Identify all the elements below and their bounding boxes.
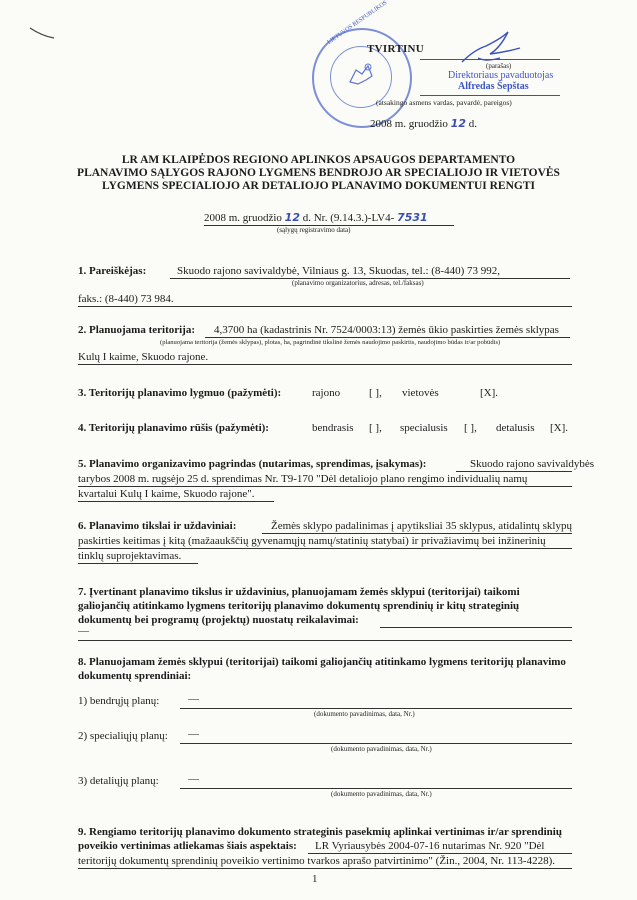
- section-5-line-1: Skuodo rajono savivaldybės: [470, 458, 595, 470]
- section-5-label: 5. Planavimo organizavimo pagrindas (nutarimas, sprendimas, įsakymas):: [78, 458, 427, 470]
- section-4-option-specialusis: specialusis: [400, 422, 448, 434]
- registration-day: 12: [284, 211, 300, 224]
- stamp-text: LIETUVOS RESPUBLIKOS: [326, 0, 389, 46]
- registration-line: [204, 211, 428, 225]
- section-2-line-1: 4,3700 ha (kadastrinis Nr. 7524/0003:13) žemės ūkio paskirties žemės sklypas: [214, 324, 559, 336]
- section-3-option-rajono: rajono: [312, 387, 341, 399]
- stamp-emblem-icon: [344, 58, 378, 92]
- section-8-item-3-caption: (dokumento pavadinimas, data, Nr.): [331, 790, 432, 798]
- section-8-line-2: dokumentų sprendiniai:: [78, 670, 192, 682]
- title-line-3: LYGMENS SPECIALIOJO AR DETALIOJO PLANAVIMO DOKUMENTUI RENGTI: [101, 180, 536, 192]
- section-8-item-1-value: —: [188, 693, 199, 705]
- section-8-item-3-value: —: [188, 773, 199, 785]
- page-number: 1: [312, 873, 318, 885]
- section-6-line-2: paskirties keitimas į kitą (mažaaukščių gyvenamųjų namų/statinių statybai) ir privažiavimų bei inžinerinių: [78, 535, 546, 547]
- section-3-checkbox-rajono[interactable]: [ ],: [369, 387, 382, 399]
- approval-date-day: 12: [450, 117, 466, 130]
- section-3-option-vietoves: vietovės: [402, 387, 439, 399]
- section-6-label: 6. Planavimo tikslai ir uždaviniai:: [78, 520, 237, 532]
- section-3-label: 3. Teritorijų planavimo lygmuo (pažymėti):: [78, 387, 282, 399]
- section-7-line-2: galiojančių atitinkamo lygmens teritorijų planavimo dokumentų sprendinių ir kitų strateginių: [78, 600, 520, 612]
- section-2-line-2: Kulų I kaime, Skuodo rajone.: [78, 351, 209, 363]
- section-8-item-2-caption: (dokumento pavadinimas, data, Nr.): [331, 745, 432, 753]
- section-9-line-2-label: poveikio vertinimas atliekamas šiais aspektais:: [78, 840, 297, 852]
- section-1-line-2: faks.: (8-440) 73 984.: [78, 293, 174, 305]
- section-1-line-1: Skuodo rajono savivaldybė, Vilniaus g. 13, Skuodas, tel.: (8-440) 73 992,: [177, 265, 500, 277]
- section-7-line-3: dokumentų bei programų (projektų) nuostatų reikalavimai:: [78, 614, 359, 626]
- registration-number: 7531: [397, 211, 428, 224]
- section-1-caption: (planavimo organizatorius, adresas, tel./faksas): [292, 279, 424, 287]
- corner-scribble: [28, 22, 58, 42]
- signature-caption: (parašas): [486, 62, 512, 70]
- approval-date-suffix: d.: [468, 118, 477, 130]
- section-8-item-2-label: 2) specialiųjų planų:: [78, 730, 168, 742]
- section-9-line-2-value: LR Vyriausybės 2004-07-16 nutarimas Nr. 920 "Dėl: [315, 840, 545, 852]
- section-4-checkbox-detalusis[interactable]: [X].: [550, 422, 569, 434]
- section-4-checkbox-specialusis[interactable]: [ ],: [464, 422, 477, 434]
- section-7-line-1: 7. Įvertinant planavimo tikslus ir uždavinius, planuojamam žemės sklypui (teritorijai) taikomi: [78, 586, 520, 598]
- section-5-line-3: kvartalui Kulų I kaime, Skuodo rajone".: [78, 488, 255, 500]
- approver-caption: (atsakingo asmens vardas, pavardė, pareigos): [376, 98, 512, 107]
- approval-tvirtinu: TVIRTINU: [367, 43, 425, 55]
- section-2-caption: (planuojama teritorija (žemės sklypas), plotas, ha, pagrindinė tikslinė žemės naudojimo paskirtis, naudojimo būdas ir/ar pobūdis): [160, 339, 501, 346]
- approval-date: [370, 117, 477, 131]
- section-3-checkbox-vietoves[interactable]: [X].: [480, 387, 499, 399]
- section-4-label: 4. Teritorijų planavimo rūšis (pažymėti):: [78, 422, 269, 434]
- section-6-line-3: tinklų suprojektavimas.: [78, 550, 182, 562]
- section-8-item-2-value: —: [188, 728, 199, 740]
- section-8-item-3-label: 3) detaliųjų planų:: [78, 775, 159, 787]
- approver-position: Direktoriaus pavaduotojas: [448, 70, 554, 81]
- section-1-label: 1. Pareiškėjas:: [78, 265, 147, 277]
- title-line-2: PLANAVIMO SĄLYGOS RAJONO LYGMENS BENDROJO AR SPECIALIOJO IR VIETOVĖS: [77, 167, 560, 179]
- section-9-line-3: teritorijų dokumentų sprendinių poveikio vertinimo tvarkos aprašo patvirtinimo" (Žin., 2004, Nr. 113-4228).: [78, 855, 556, 867]
- section-8-item-1-label: 1) bendrųjų planų:: [78, 695, 160, 707]
- section-6-line-1: Žemės sklypo padalinimas į apytiksliai 35 sklypus, atidalintų sklypų: [271, 520, 572, 532]
- registration-mid: d. Nr. (9.14.3.)-LV4-: [302, 212, 395, 224]
- section-9-line-1: 9. Rengiamo teritorijų planavimo dokumento strateginis pasekmių aplinkai vertinimas ir/ar sprendinių: [78, 826, 562, 838]
- section-4-option-bendrasis: bendrasis: [312, 422, 354, 434]
- registration-caption: (sąlygų registravimo data): [277, 226, 351, 234]
- section-8-item-1-caption: (dokumento pavadinimas, data, Nr.): [314, 710, 415, 718]
- section-2-label: 2. Planuojama teritorija:: [78, 324, 195, 336]
- section-8-line-1: 8. Planuojamam žemės sklypui (teritorijai) taikomi galiojančių atitinkamo lygmens teritorijų planavimo: [78, 656, 566, 668]
- section-5-line-2: tarybos 2008 m. rugsėjo 25 d. sprendimas Nr. T9-170 "Dėl detaliojo plano rengimo individualių namų: [78, 473, 528, 485]
- approver-name: Alfredas Šepštas: [458, 81, 529, 92]
- approval-date-prefix: 2008 m. gruodžio: [370, 118, 448, 130]
- registration-prefix: 2008 m. gruodžio: [204, 212, 282, 224]
- section-4-option-detalusis: detalusis: [496, 422, 535, 434]
- title-line-1: LR AM KLAIPĖDOS REGIONO APLINKOS APSAUGOS DEPARTAMENTO: [121, 154, 516, 166]
- section-7-answer: —: [78, 625, 89, 637]
- section-4-checkbox-bendrasis[interactable]: [ ],: [369, 422, 382, 434]
